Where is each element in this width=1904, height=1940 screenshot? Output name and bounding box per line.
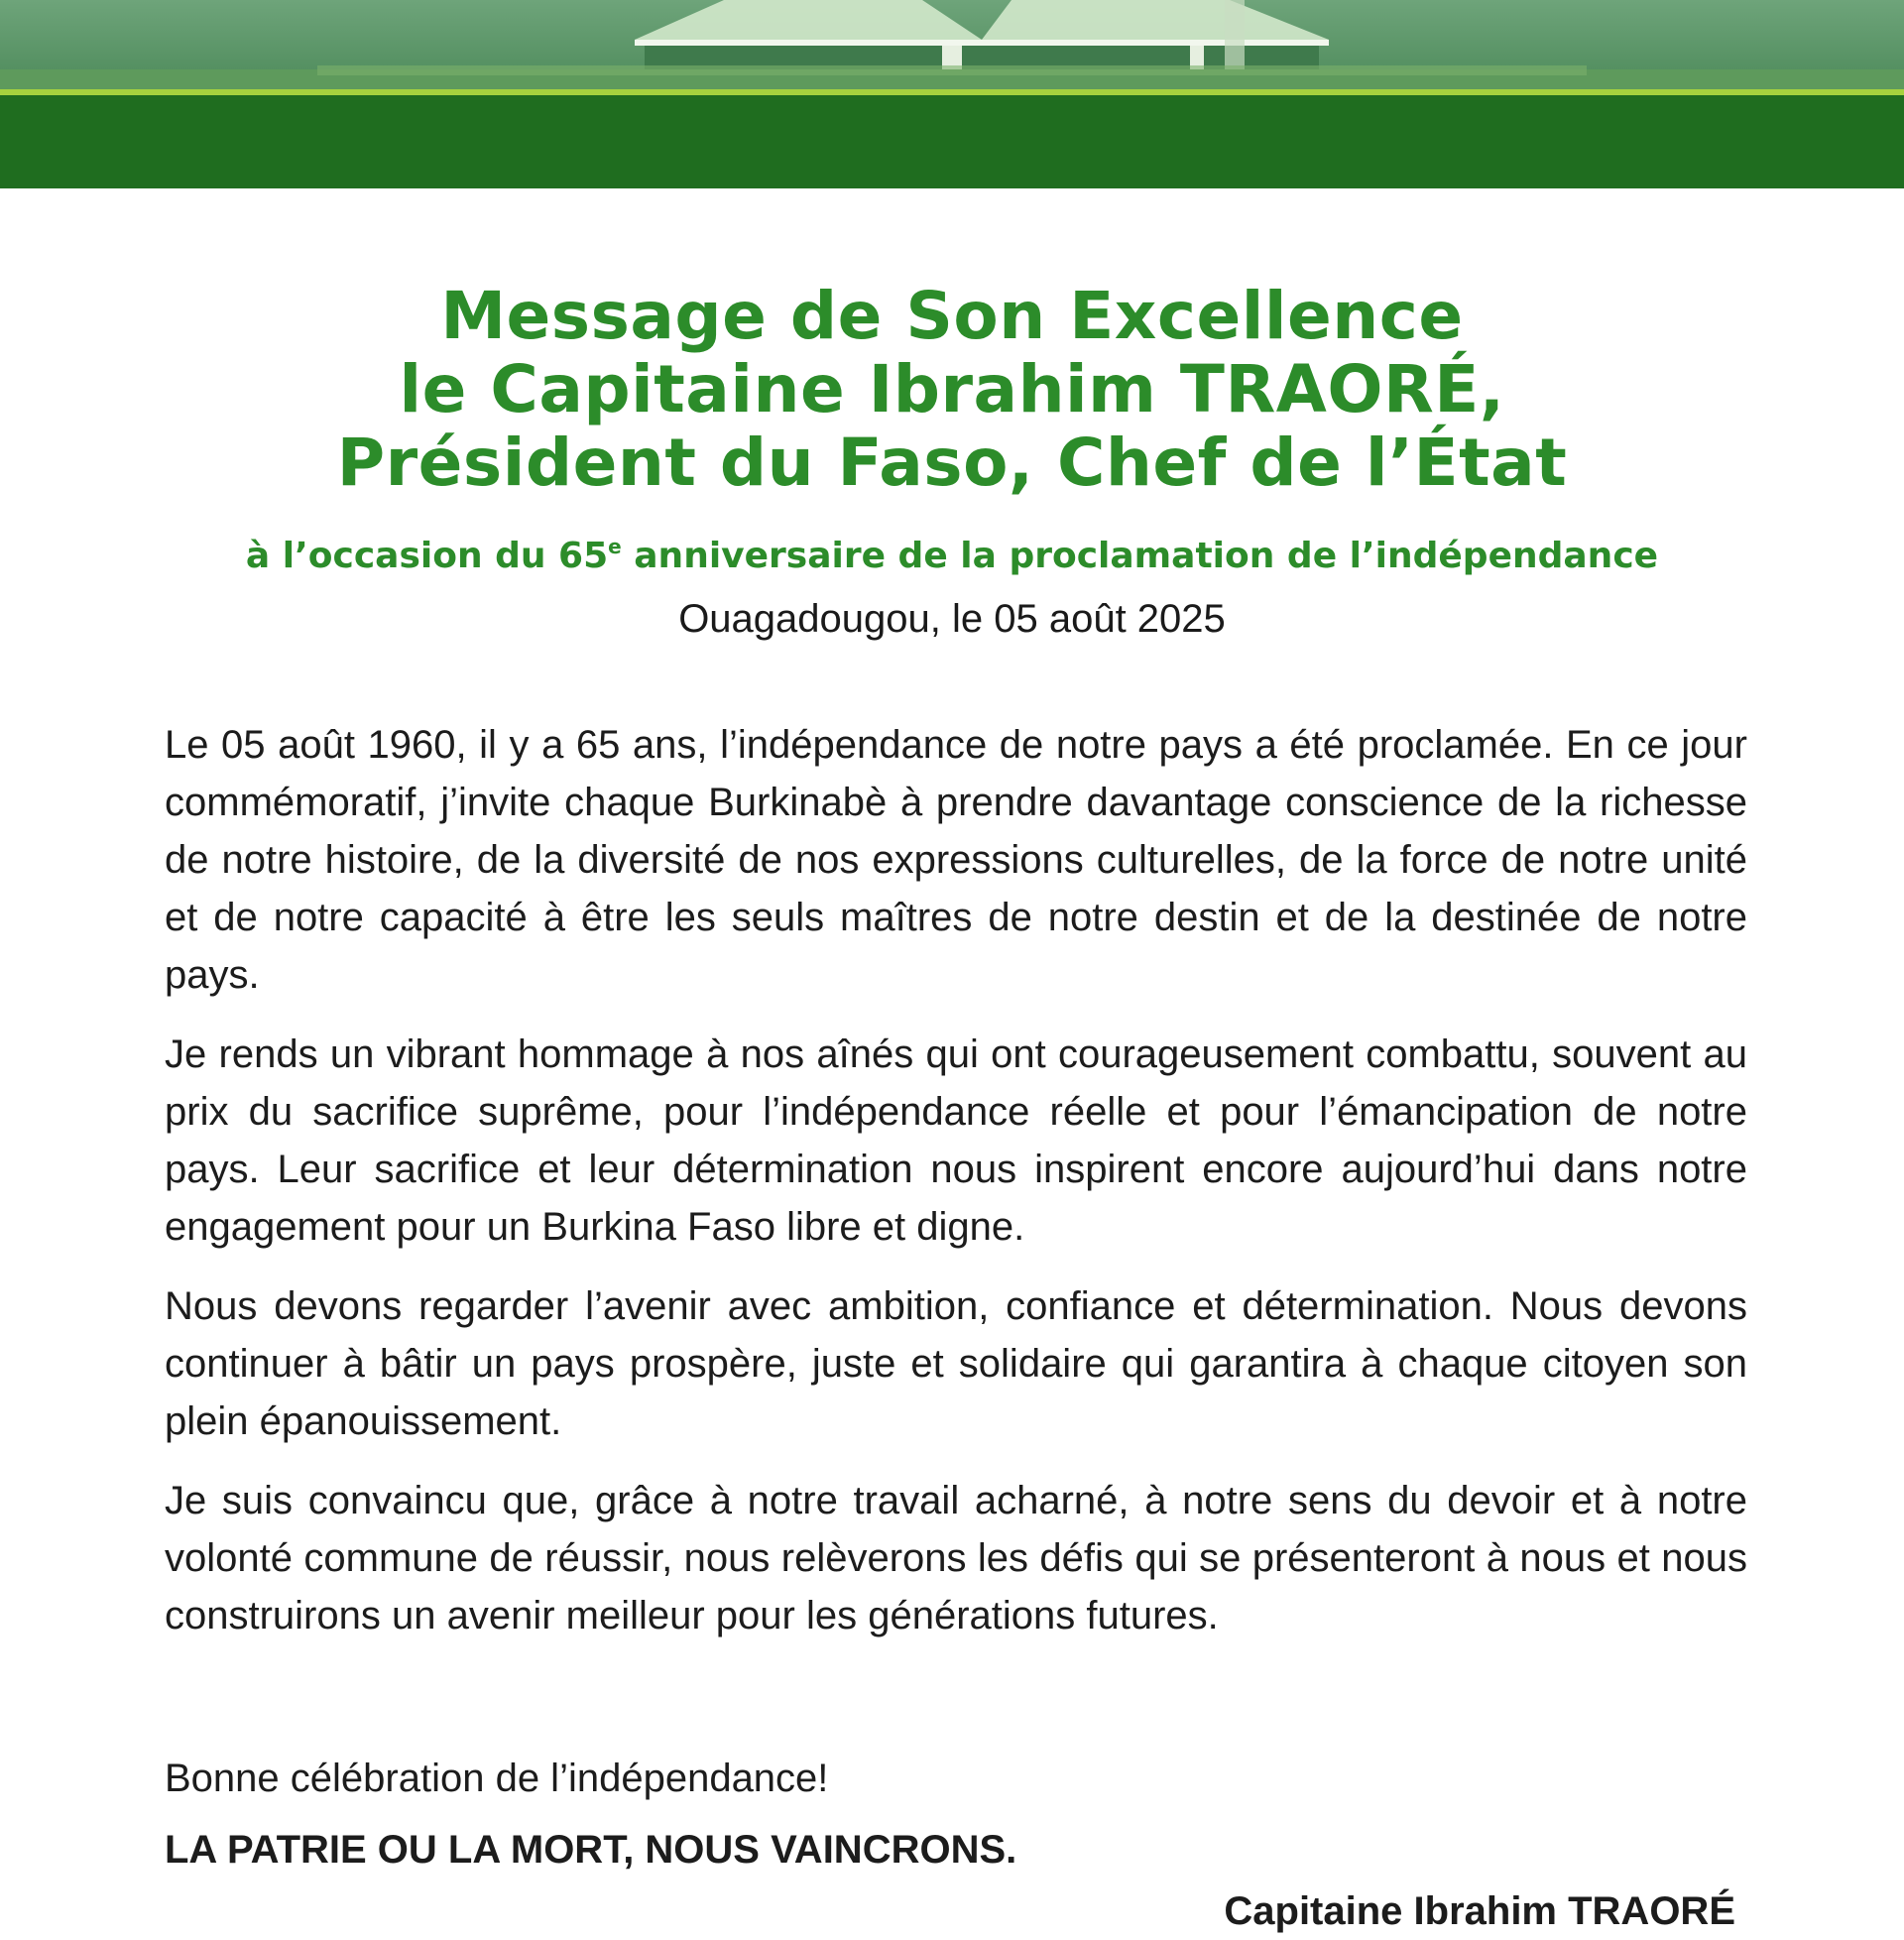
title-line-2: le Capitaine Ibrahim TRAORÉ,	[399, 351, 1505, 427]
building-banner-image	[0, 0, 1904, 188]
closing-greeting: Bonne célébration de l’indépendance!	[165, 1757, 829, 1800]
occasion-subtitle	[0, 522, 1904, 581]
closing-motto: LA PATRIE OU LA MORT, NOUS VAINCRONS.	[165, 1828, 1017, 1872]
body-paragraph-3: Nous devons regarder l’avenir avec ambition, confiance et détermination. Nous devons continuer à bâtir un pays prospère, juste et solidaire qui garantira à chaque citoyen son plein épanouissement.	[165, 1284, 1747, 1443]
header-banner	[0, 0, 1904, 188]
title-line-3: Président du Faso, Chef de l’État	[336, 424, 1568, 501]
body-paragraph-1: Le 05 août 1960, il y a 65 ans, l’indépendance de notre pays a été proclamée. En ce jour commémoratif, j’invite chaque Burkinabè à prendre davantage conscience de la richesse de notre histoire, de la diversité de nos expressions culturelles, de la force de notre unité et de notre capacité à être les seuls maîtres de notre destin et de la destinée de notre pays.	[165, 723, 1747, 997]
body-paragraph-4: Je suis convaincu que, grâce à notre travail acharné, à notre sens du devoir et à notre volonté commune de réussir, nous relèverons les défis qui se présenteront à nous et nous construirons un avenir meilleur pour les générations futures.	[165, 1479, 1747, 1637]
message-title	[0, 280, 1904, 500]
body-paragraph-2: Je rends un vibrant hommage à nos aînés qui ont courageusement combattu, souvent au prix du sacrifice suprême, pour l’indépendance réelle et pour l’émancipation de notre pays. Leur sacrifice et leur détermination nous inspirent encore aujourd’hui dans notre engagement pour un Burkina Faso libre et digne.	[165, 1032, 1747, 1249]
closing-block	[165, 1750, 1747, 1879]
message-body	[165, 716, 1747, 1666]
title-line-1: Message de Son Excellence	[440, 278, 1464, 354]
signature: Capitaine Ibrahim TRAORÉ	[1224, 1889, 1735, 1933]
dateline: Ouagadougou, le 05 août 2025	[678, 597, 1226, 641]
subtitle-after: anniversaire de la proclamation de l’indépendance	[621, 536, 1659, 576]
subtitle-before: à l’occasion du 65	[245, 536, 609, 576]
subtitle-superscript: e	[608, 535, 622, 558]
